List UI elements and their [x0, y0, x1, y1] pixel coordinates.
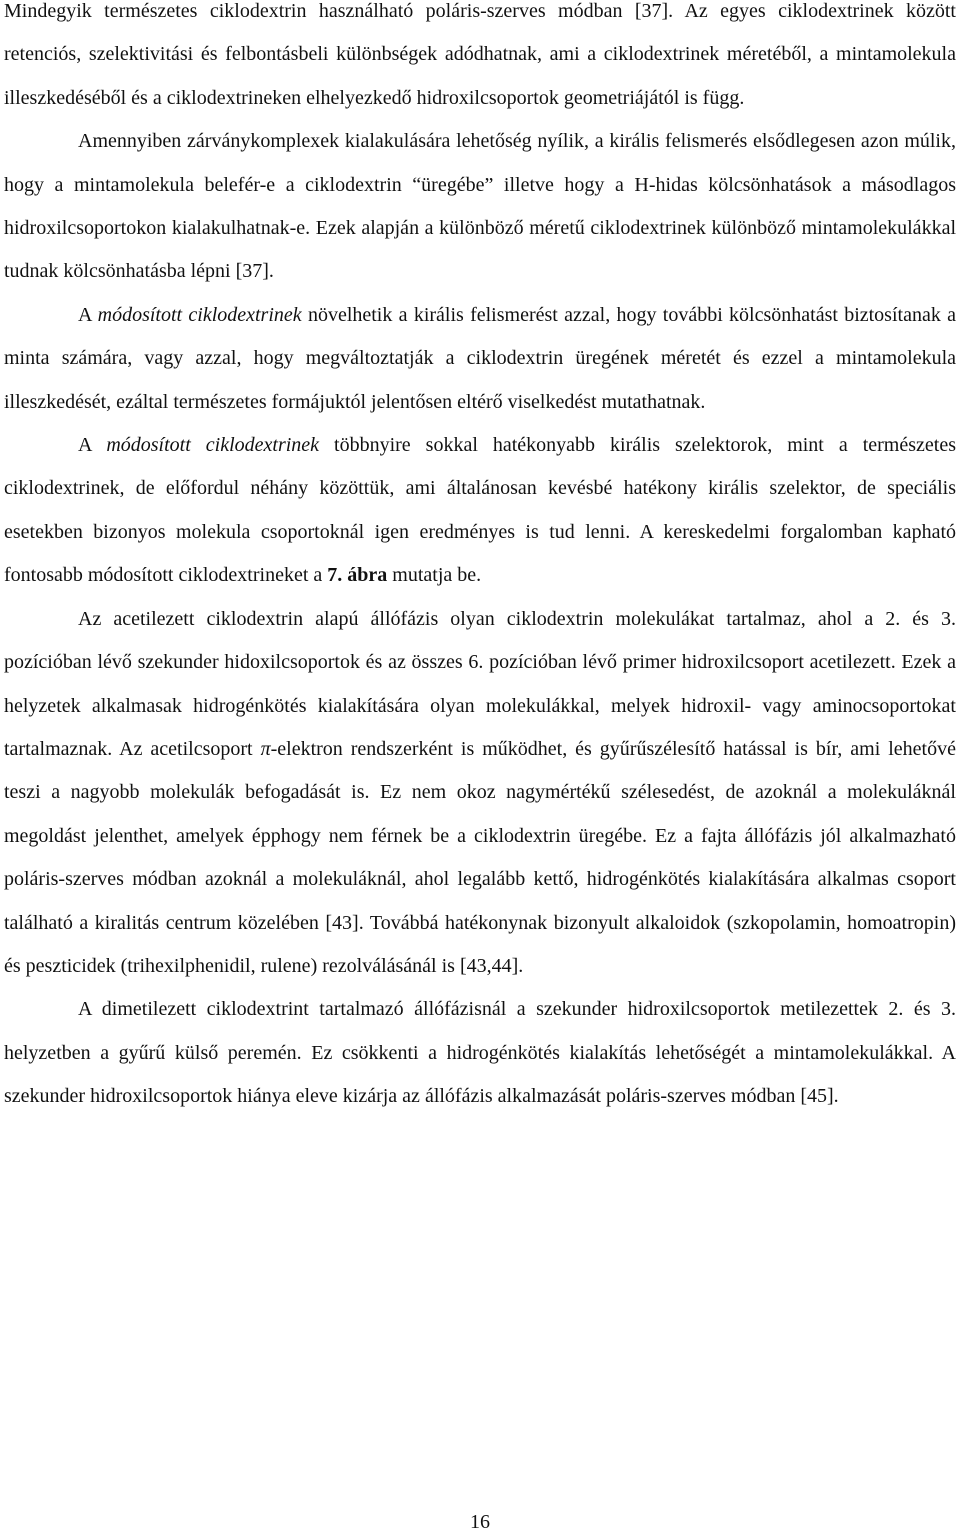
paragraph-3-text: növelhetik a királis felismerést azzal, hogy további kölcsönhatást biztosítanak a minta számára, vagy azzal, hogy megváltoztatják a ciklodextrin üregének méretét és ezzel a mintamolekula illeszkedését, ezáltal természetes formájuktól jelentősen eltérő viselkedést mutathatnak.: [4, 303, 956, 413]
paragraph-4-lead: A: [78, 434, 107, 457]
page-number: 16: [470, 1511, 490, 1533]
paragraph-4-text: többnyire sokkal hatékonyabb királis szelektorok, mint a természetes ciklodextrinek, de előfordul néhány közöttük, ami általánosan kevésbé hatékony királis szelektor, de speciális esetekben bizonyos molekula csoportoknál igen eredményes is tud lenni. A kereskedelmi forgalomban kapható fontosabb módosított ciklodextrineket a: [4, 434, 956, 587]
paragraph-6: [4, 988, 956, 1118]
pi-symbol: π: [260, 737, 271, 760]
paragraph-3-italic-term: módosított ciklodextrinek: [97, 303, 302, 326]
document-body: [4, 0, 956, 1119]
paragraph-4-italic-term: módosított ciklodextrinek: [106, 434, 320, 457]
paragraph-2: [4, 120, 956, 294]
paragraph-4: [4, 424, 956, 598]
paragraph-5-text: -elektron rendszerként is működhet, és gyűrűszélesítő hatással is bír, ami lehetővé teszi a nagyobb molekulák befogadását is. Ez nem okoz nagymértékű szélesedést, de azoknál a molekuláknál megoldást jelenthet, amelyek épphogy nem férnek be a ciklodextrin üregébe. Ez a fajta állófázis jól alkalmazható poláris-szerves módban azoknál a molekuláknál, ahol legalább kettő, hidrogénkötés kialakítására alkalmas csoport található a kiralitás centrum közelében [43]. Továbbá hatékonynak bizonyult alkaloidok (szkopolamin, homoatropin) és peszticidek (trihexilphenidil, rulene) rezolválásánál is [43,44].: [4, 737, 956, 977]
paragraph-3-lead: A: [78, 303, 98, 326]
paragraph-1: [4, 0, 956, 120]
paragraph-5-lead: Az acetilezett ciklodextrin alapú állófázis olyan ciklodextrin molekulákat tartalmaz, ahol a 2. és 3. pozícióban lévő szekunder hidoxilcsoportok és az összes 6. pozícióban lévő primer hidroxilcsoport acetilezett. Ezek a helyzetek alkalmasak hidrogénkötés kialakítására olyan molekulákkal, melyek hidroxil- vagy aminocsoportokat tartalmaznak. Az acetilcsoport: [4, 607, 956, 760]
paragraph-2-text: Amennyiben zárványkomplexek kialakulására lehetőség nyílik, a királis felismerés elsődlegesen azon múlik, hogy a mintamolekula belefér-e a ciklodextrin “üregébe” illetve hogy a H-hidas kölcsönhatások a másodlagos hidroxilcsoportokon kialakulhatnak-e. Ezek alapján a különböző méretű ciklodextrinek különböző mintamolekulákkal tudnak kölcsönhatásba lépni [37].: [4, 130, 956, 283]
paragraph-3: [4, 294, 956, 424]
paragraph-6-text: A dimetilezett ciklodextrint tartalmazó állófázisnál a szekunder hidroxilcsoportok metilezettek 2. és 3. helyzetben a gyűrű külső peremén. Ez csökkenti a hidrogénkötés kialakítás lehetőségét a mintamolekulákkal. A szekunder hidroxilcsoportok hiánya eleve kizárja az állófázis alkalmazását poláris-szerves módban [45].: [4, 998, 956, 1108]
paragraph-5: [4, 598, 956, 989]
paragraph-1-text: Mindegyik természetes ciklodextrin használható poláris-szerves módban [37]. Az egyes ciklodextrinek között retenciós, szelektivitási és felbontásbeli különbségek adódhatnak, ami a ciklodextrinek méretéből, a mintamolekula illeszkedéséből és a ciklodextrineken elhelyezkedő hidroxilcsoportok geometriájától is függ.: [4, 0, 956, 109]
paragraph-4-tail: mutatja be.: [387, 564, 482, 587]
figure-reference: 7. ábra: [327, 564, 388, 587]
